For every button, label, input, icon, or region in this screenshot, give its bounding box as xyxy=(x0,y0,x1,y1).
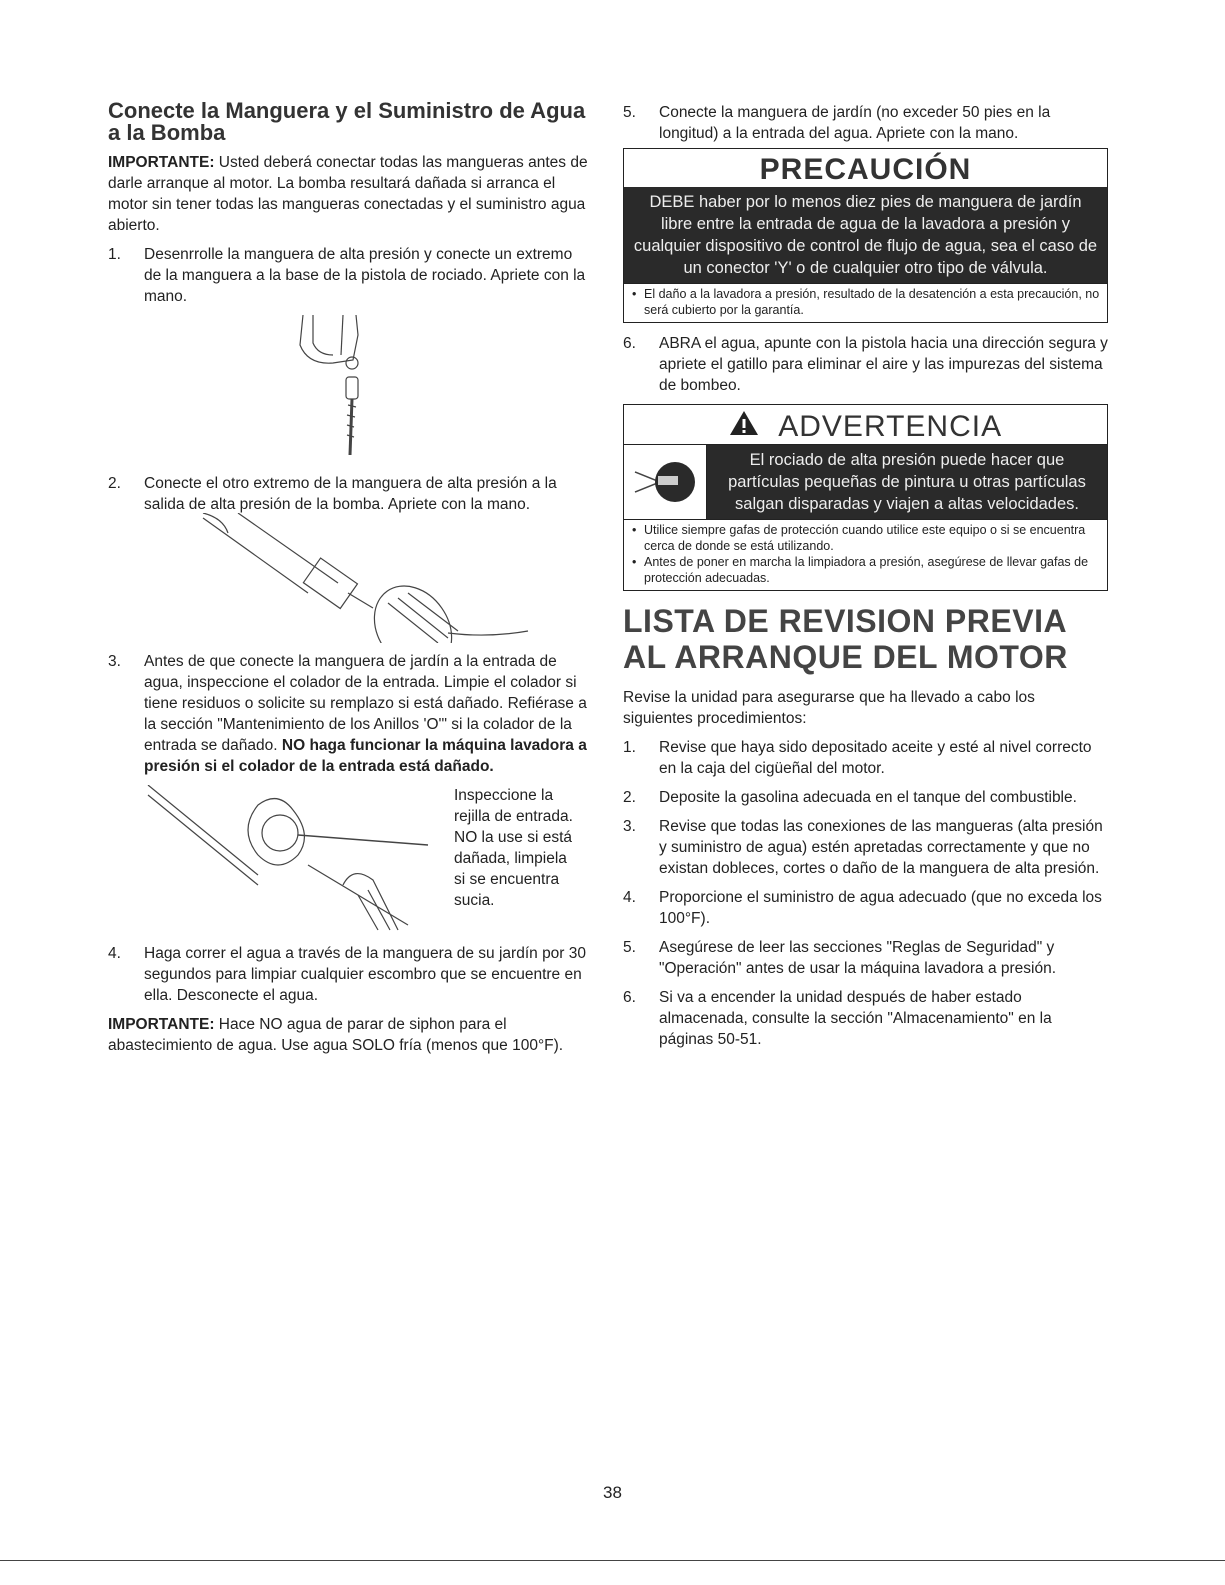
checklist-text: Asegúrese de leer las secciones "Reglas de Seguridad" y "Operación" antes de usar la máquina lavadora a presión. xyxy=(659,939,1057,978)
checklist-text: Revise que todas las conexiones de las mangueras (alta presión y suministro de agua) estén apretadas correctamente y que no existan dobleces, cortes o daño de la manguera de alta presión. xyxy=(659,818,1103,878)
pump-outlet-illustration xyxy=(108,513,593,643)
step-5 xyxy=(623,102,1108,144)
warning-bullets xyxy=(624,519,1107,590)
important-note-2 xyxy=(108,1014,593,1056)
caption-line: rejilla de entrada. xyxy=(454,808,573,825)
caution-title: PRECAUCIÓN xyxy=(759,153,972,186)
step-number: 4. xyxy=(108,945,121,962)
caution-box xyxy=(623,148,1108,323)
caution-bullet: • El daño a la lavadora a presión, resultado de la desatención a esta precaución, no será cubierto por la garantía. xyxy=(630,286,1101,318)
section-heading-connect: Conecte la Manguera y el Suministro de Agua a la Bomba xyxy=(108,98,586,145)
step-text: Conecte la manguera de jardín (no exceder 50 pies en la longitud) a la entrada del agua. Apriete con la mano. xyxy=(659,104,1051,142)
step-number: 2. xyxy=(108,475,121,492)
step-text: Desenrrolle la manguera de alta presión y conecte un extremo de la manguera a la base de la pistola de rociado. Apriete con la mano. xyxy=(144,246,586,305)
important-text: Usted deberá conectar todas las mangueras antes de darle arranque al motor. La bomba resultará dañada si arranca el motor sin tener todas las mangueras conectadas y el suministro agua abierto. xyxy=(108,154,588,234)
checklist-item xyxy=(623,787,1108,808)
checklist-text: Deposite la gasolina adecuada en el tanque del combustible. xyxy=(659,789,1077,807)
step-number: 1. xyxy=(623,739,636,757)
step-text: ABRA el agua, apunte con la pistola hacia una dirección segura y apriete el gatillo para eliminar el aire y las impurezas del sistema de bombeo. xyxy=(659,335,1108,394)
warning-bullet: • Utilice siempre gafas de protección cuando utilice este equipo o si se encuentra cerca de donde se está utilizando. xyxy=(630,522,1101,554)
checklist xyxy=(623,737,1108,1050)
warning-body xyxy=(624,444,1107,519)
left-column xyxy=(108,100,593,1064)
checklist-item xyxy=(623,816,1108,879)
warning-box xyxy=(623,404,1108,591)
caution-message: DEBE haber por lo menos diez pies de manguera de jardín libre entre la entrada de agua de la lavadora a presión y cualquier dispositivo de control de flujo de agua, sea el caso de un conector 'Y' o de cualquier otro tipo de válvula. xyxy=(624,187,1107,283)
warning-message: El rociado de alta presión puede hacer que partículas pequeñas de pintura u otras partículas salgan disparadas y viajen a altas velocidades. xyxy=(707,445,1107,519)
important-text: Hace NO agua de parar de siphon para el abastecimiento de agua. Use agua SOLO fría (menos que 100°F). xyxy=(108,1016,564,1054)
inlet-screen-caption xyxy=(454,785,599,911)
warning-triangle-icon xyxy=(729,410,759,444)
step-text: Haga correr el agua a través de la manguera de su jardín por 30 segundos para limpiar cualquier escombro que se encuentre en ella. Desconecte el agua. xyxy=(144,945,587,1004)
step-number: 6. xyxy=(623,989,636,1007)
caption-line: Inspeccione la xyxy=(454,787,554,804)
page-number: 38 xyxy=(603,1483,622,1502)
step-number: 1. xyxy=(108,246,121,263)
step-number: 3. xyxy=(623,818,636,836)
checklist-item xyxy=(623,737,1108,779)
step-number: 4. xyxy=(623,889,636,907)
step-4 xyxy=(108,943,593,1006)
important-label: IMPORTANTE: xyxy=(108,1016,215,1033)
eye-hazard-icon xyxy=(624,445,707,519)
warning-title: ADVERTENCIA xyxy=(778,410,1003,444)
caption-line: NO la use si está xyxy=(454,829,573,846)
step-2 xyxy=(108,473,593,515)
step-3 xyxy=(108,651,593,777)
step-number: 6. xyxy=(623,335,636,352)
checklist-text: Si va a encender la unidad después de haber estado almacenada, consulte la sección "Almacenamiento" en la páginas 50-51. xyxy=(659,989,1052,1049)
step-text: Conecte el otro extremo de la manguera de alta presión a la salida de alta presión de la bomba. Apriete con la mano. xyxy=(144,475,557,513)
checklist-item xyxy=(623,887,1108,929)
step-1 xyxy=(108,244,593,307)
page-bottom-rule xyxy=(0,1560,1225,1561)
checklist-heading: LISTA DE REVISION PREVIA AL ARRANQUE DEL MOTOR xyxy=(623,603,1068,676)
caption-line: si se encuentra xyxy=(454,871,560,888)
step-number: 5. xyxy=(623,104,636,121)
checklist-intro: Revise la unidad para asegurarse que ha llevado a cabo los siguientes procedimientos: xyxy=(623,689,1035,728)
checklist-text: Proporcione el suministro de agua adecuado (que no exceda los 100°F). xyxy=(659,889,1102,928)
checklist-item xyxy=(623,987,1108,1050)
step-number: 3. xyxy=(108,653,121,670)
inlet-screen-illustration xyxy=(108,785,593,935)
right-column xyxy=(623,102,1108,1058)
step-number: 5. xyxy=(623,939,636,957)
spray-gun-hose-illustration xyxy=(108,315,593,465)
checklist-item xyxy=(623,937,1108,979)
important-label: IMPORTANTE: xyxy=(108,154,215,171)
important-note-1 xyxy=(108,152,593,236)
warning-title-row xyxy=(624,405,1107,444)
caption-line: sucia. xyxy=(454,892,495,909)
step-number: 2. xyxy=(623,789,636,807)
step-6 xyxy=(623,333,1108,396)
step-warning-text: NO haga funcionar la máquina lavadora a presión si el colador de la entrada está dañado. xyxy=(144,737,587,775)
caution-bullets xyxy=(624,283,1107,322)
warning-bullet: • Antes de poner en marcha la limpiadora a presión, asegúrese de llevar gafas de protección adecuadas. xyxy=(630,554,1101,586)
checklist-text: Revise que haya sido depositado aceite y esté al nivel correcto en la caja del cigüeñal del motor. xyxy=(659,739,1092,778)
caption-line: dañada, limpiela xyxy=(454,850,567,867)
step-text: Antes de que conecte la manguera de jardín a la entrada de agua, inspeccione el colador de la entrada. Limpie el colador si tiene residuos o solicite su remplazo si está dañado. Refiérase a la sección "Mantenimiento de los Anillos 'O'" si la colador de la entrada se dañado. xyxy=(144,653,587,754)
